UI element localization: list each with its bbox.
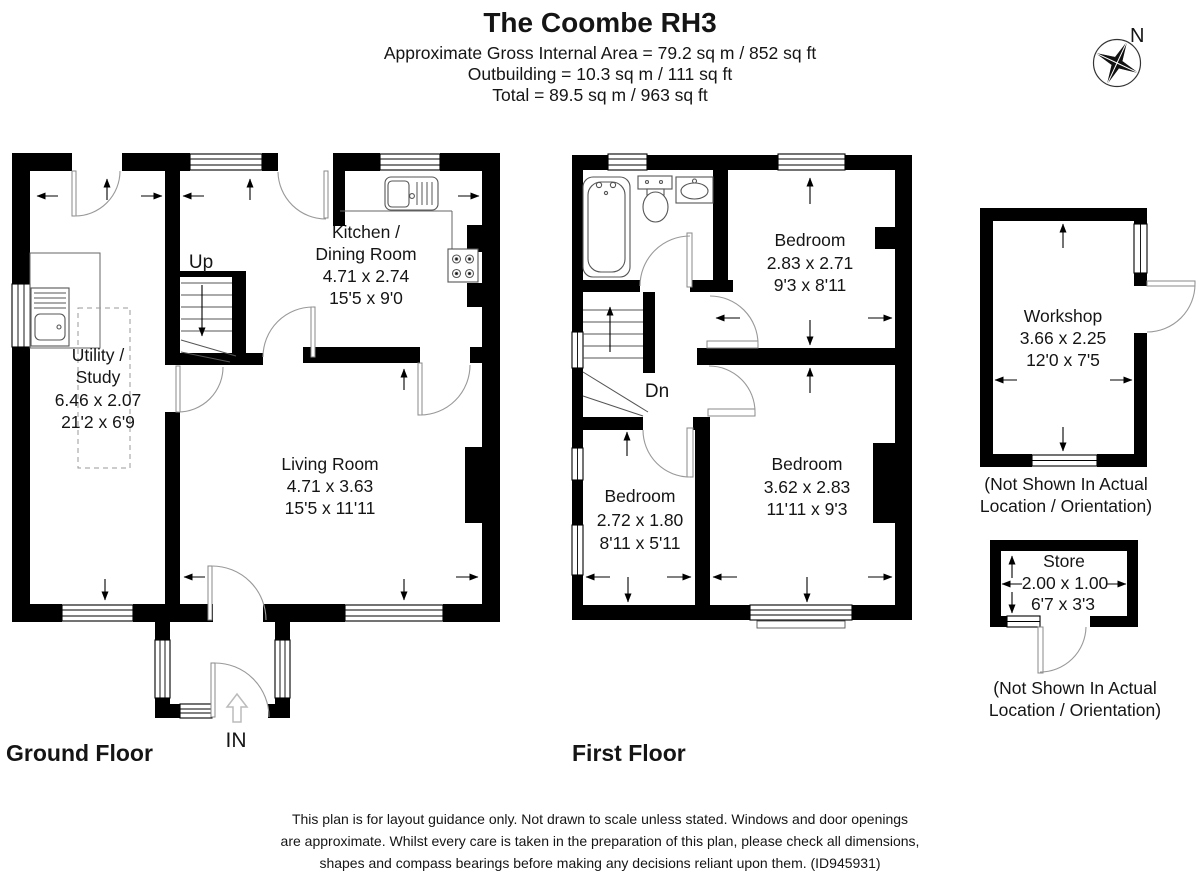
bathtub-symbol	[583, 177, 630, 277]
bedroom-right-dims-metric: 3.62 x 2.83	[763, 477, 851, 497]
store-dims-metric: 2.00 x 1.00	[1021, 573, 1109, 593]
kitchen-dims-metric: 4.71 x 2.74	[322, 266, 410, 286]
living-room-name: Living Room	[281, 454, 379, 474]
store-name: Store	[1043, 551, 1085, 571]
bedroom-top-dims-metric: 2.83 x 2.71	[766, 253, 854, 273]
footer-disclaimer	[281, 811, 920, 871]
bedroom-left-name: Bedroom	[604, 486, 676, 506]
outbuilding-workshop	[980, 208, 1195, 516]
workshop-dims-imperial: 12'0 x 7'5	[1026, 350, 1100, 370]
utility-dims-imperial: 21'2 x 6'9	[61, 412, 135, 432]
utility-dashed-outline	[75, 308, 130, 468]
workshop-name: Workshop	[1023, 306, 1103, 326]
kitchen-dims-imperial: 15'5 x 9'0	[329, 288, 403, 308]
ground-floor-walls	[12, 153, 500, 718]
stairs-up-label: Up	[188, 252, 214, 273]
entrance-in-label: IN	[225, 729, 247, 752]
bedroom-top-name: Bedroom	[774, 230, 846, 250]
store-note-line2: Location / Orientation)	[988, 700, 1162, 720]
gross-internal-area-text: Approximate Gross Internal Area = 79.2 sq m / 852 sq ft	[383, 43, 817, 63]
entrance-in-arrow-icon	[227, 694, 247, 722]
disclaimer-line3: shapes and compass bearings before making any decisions reliant upon them. (ID945931)	[319, 855, 881, 871]
workshop-note-line2: Location / Orientation)	[979, 496, 1153, 516]
outbuilding-store	[989, 540, 1161, 720]
store-door	[1038, 627, 1086, 673]
total-area-text: Total = 89.5 sq m / 963 sq ft	[492, 85, 708, 105]
disclaimer-line1: This plan is for layout guidance only. Not drawn to scale unless stated. Windows and door openings	[291, 811, 909, 827]
basin-symbol	[676, 177, 713, 203]
header	[384, 7, 817, 105]
page-title: The Coombe RH3	[483, 7, 717, 38]
utility-name-line2: Study	[75, 367, 121, 387]
workshop-door	[1147, 281, 1195, 332]
disclaimer-line2: are approximate. Whilst every care is taken in the preparation of this plan, please check all dimensions,	[280, 833, 920, 849]
store-windows	[1007, 616, 1040, 627]
store-dims-imperial: 6'7 x 3'3	[1030, 594, 1096, 614]
living-room-dims-imperial: 15'5 x 11'11	[284, 498, 376, 518]
kitchen-sink-symbol	[385, 177, 438, 210]
bedroom-left-dims-metric: 2.72 x 1.80	[596, 510, 684, 530]
compass-north-label: N	[1130, 25, 1145, 47]
bedroom-top-dims-imperial: 9'3 x 8'11	[773, 275, 847, 295]
stairs-first	[583, 307, 648, 416]
stairs-ground	[181, 283, 236, 362]
compass-rose	[1094, 25, 1145, 87]
bedroom-left-dims-imperial: 8'11 x 5'11	[599, 533, 681, 553]
ground-floor-title: Ground Floor	[6, 740, 153, 766]
workshop-dims-metric: 3.66 x 2.25	[1019, 328, 1107, 348]
living-room-dims-metric: 4.71 x 3.63	[286, 476, 374, 496]
first-floor-title: First Floor	[572, 740, 686, 766]
bedroom-right-name: Bedroom	[771, 454, 843, 474]
utility-name-line1: Utility /	[71, 345, 125, 365]
utility-sink-symbol	[30, 253, 100, 348]
toilet-symbol	[638, 176, 672, 222]
floor-plan-ground	[6, 153, 500, 766]
kitchen-name-line2: Dining Room	[315, 244, 417, 264]
workshop-note-line1: (Not Shown In Actual	[984, 474, 1148, 494]
outbuilding-area-text: Outbuilding = 10.3 sq m / 111 sq ft	[467, 64, 733, 84]
stairs-dn-label: Dn	[644, 381, 670, 402]
kitchen-name-line1: Kitchen /	[331, 222, 401, 242]
utility-dims-metric: 6.46 x 2.07	[54, 390, 142, 410]
floor-plan-first	[572, 154, 912, 766]
workshop-labels	[980, 306, 1152, 516]
hob-symbol	[448, 249, 478, 282]
bedroom-right-dims-imperial: 11'11 x 9'3	[766, 499, 848, 519]
store-note-line1: (Not Shown In Actual	[993, 678, 1157, 698]
